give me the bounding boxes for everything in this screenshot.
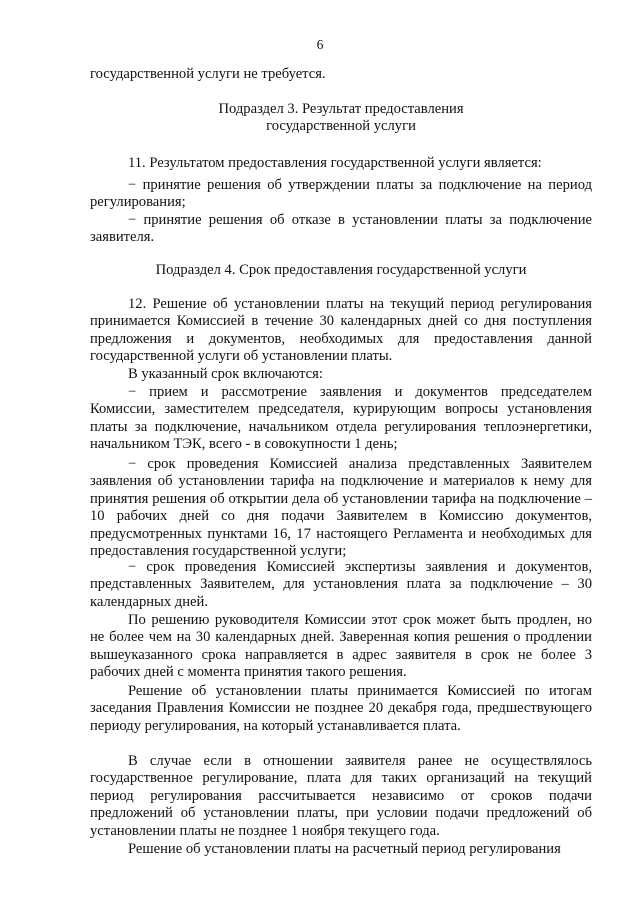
paragraph-12: 12. Решение об установлении платы на текущий период регулирования принимается Комиссией в течение 30 календарных дней со дня поступления предложения и документов, необходимых для предоставления данной государственной услуги об установлении платы. xyxy=(90,296,592,365)
subsection-4-title: Подраздел 4. Срок предоставления государственной услуги xyxy=(155,262,527,278)
paragraph-no-prior-regulation: В случае если в отношении заявителя ранее не осуществлялось государственное регулирование, плата для таких организаций на текущий период регулирования рассчитывается независимо от сроков подачи предложений об установлении платы, при условии подачи предложений об установлении платы не позднее 1 ноября текущего года. xyxy=(90,753,592,839)
subsection-3-title-line2: государственной услуги xyxy=(266,118,416,135)
paragraph-11-item-1: − принятие решения об утверждении платы за подключение на период регулирования; xyxy=(90,177,592,211)
paragraph-last-line: Решение об установлении платы на расчетный период регулирования xyxy=(128,841,561,857)
subsection-3-heading xyxy=(90,101,592,136)
paragraph-12-item-1: − прием и рассмотрение заявления и документов председателем Комиссии, заместителем председателя, курирующим вопросы установления платы за подключение, начальником отдела регулирования теплоэнергетики, начальником ТЭК, всего - в совокупности 1 день; xyxy=(90,384,592,453)
paragraph-12-item-3: − срок проведения Комиссией экспертизы заявления и документов, представленных Заявителем, для установления плата за подключение – 30 календарных дней. xyxy=(90,559,592,610)
paragraph-11-item-2: − принятие решения об отказе в установлении платы за подключение заявителя. xyxy=(90,212,592,246)
paragraph-11: 11. Результатом предоставления государственной услуги является: xyxy=(128,155,542,171)
paragraph-12-item-2: − срок проведения Комиссией анализа представленных Заявителем заявления об установлении тарифа на подключение и материалов к нему для принятия решения об открытии дела об установлении тарифа на подключение – 10 рабочих дней со дня подачи Заявителем в Комиссию документов, предусмотренных пунктами 16, 17 настоящего Регламента и необходимых для предоставления государственной услуги; xyxy=(90,456,592,560)
paragraph-board-decision: Решение об установлении платы принимается Комиссией по итогам заседания Правления Комиссии не позднее 20 декабря года, предшествующего периоду регулирования, на который устанавливается плата. xyxy=(90,683,592,734)
paragraph-extension: По решению руководителя Комиссии этот срок может быть продлен, но не более чем на 30 календарных дней. Заверенная копия решения о продлении вышеуказанного срока направляется в адрес заявителя в срок не более 3 рабочих дней с момента принятия такого решения. xyxy=(90,612,592,681)
subsection-3-title-line1: Подраздел 3. Результат предоставления xyxy=(218,101,464,117)
continuation-text: государственной услуги не требуется. xyxy=(90,66,326,82)
page-number: 6 xyxy=(316,37,324,52)
paragraph-12-intro: В указанный срок включаются: xyxy=(128,366,323,382)
